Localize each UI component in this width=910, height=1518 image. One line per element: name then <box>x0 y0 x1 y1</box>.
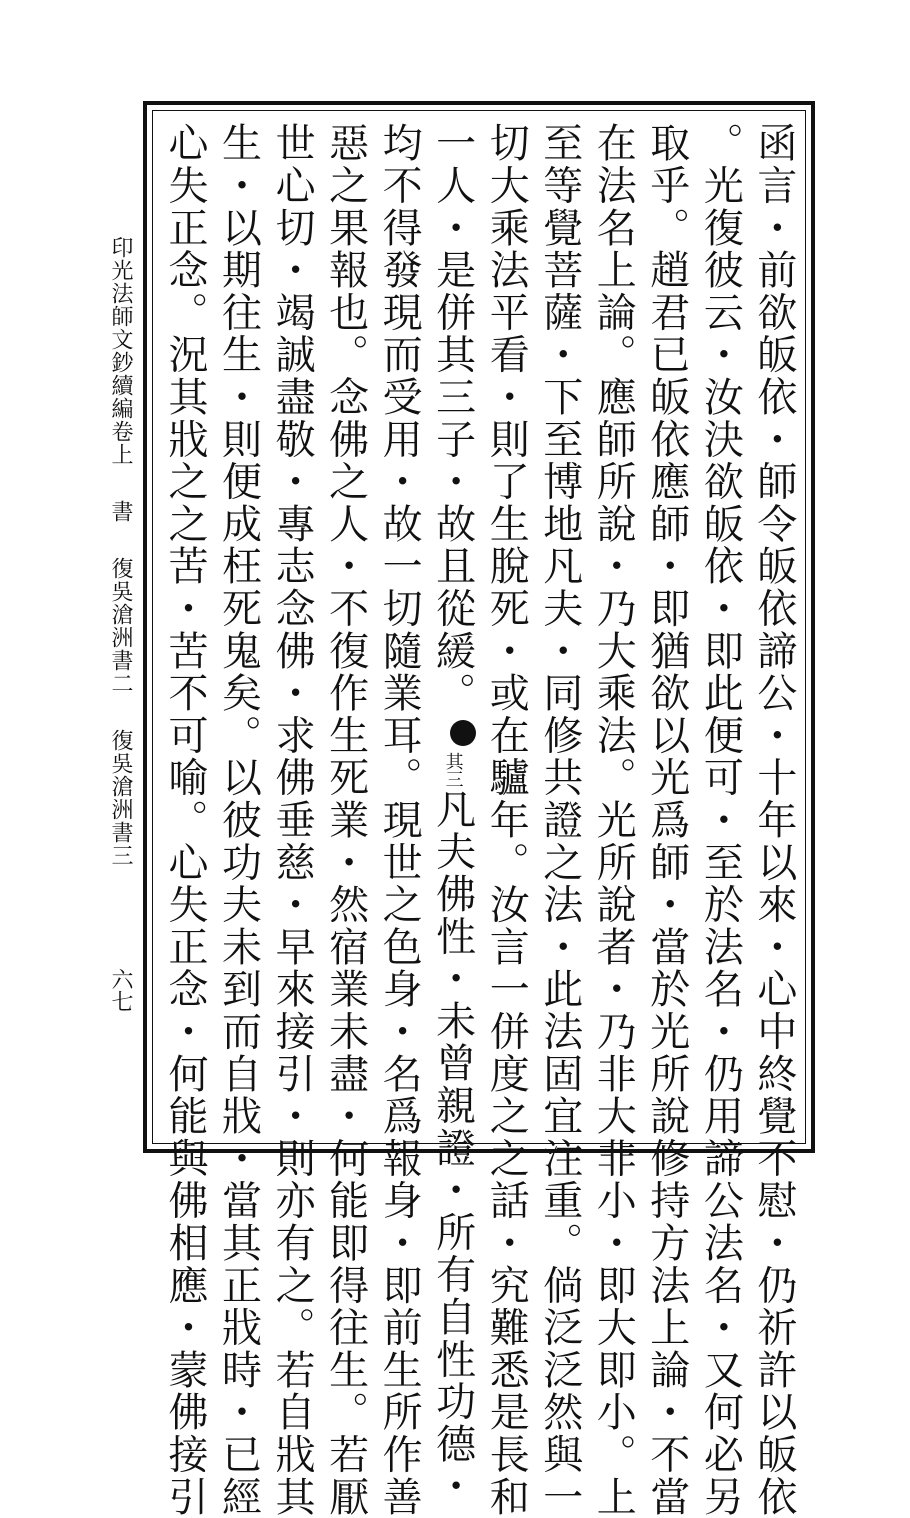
text-column-3: 取乎。趙君已皈依應師・即猶欲以光爲師・當於光所說修持方法上論・不當 <box>643 122 690 1518</box>
page-number: 六七 <box>108 968 133 1012</box>
letter-title-b: 復吳滄洲書三 <box>108 729 133 867</box>
text-column-12: 心失正念。況其戕之之苦・苦不可喻。心失正念・何能與佛相應・蒙佛接引 <box>162 122 208 1518</box>
main-text <box>160 122 798 1518</box>
text-column-8: 均不得發現而受用・故一切隨業耳。現世之色身・名爲報身・即前生所作善 <box>376 122 423 1518</box>
text-column-7 <box>428 122 477 1508</box>
book-title: 印光法師文鈔續編卷上 <box>108 236 133 466</box>
text-column-1: 函言・前欲皈依・師令皈依諦公・十年以來・心中終覺不慰・仍祈許以皈依 <box>750 122 797 1518</box>
text-column-9: 惡之果報也。念佛之人・不復作生死業・然宿業未盡・何能即得往生。若厭 <box>322 122 369 1518</box>
running-header <box>104 236 136 867</box>
text-column-6: 切大乘法平看・則了生脫死・或在驢年。汝言一併度之之話・究難悉是長和 <box>483 122 530 1518</box>
text-column-11: 生・以期往生・則便成枉死鬼矣。以彼功夫未到而自戕・當其正戕時・已經 <box>215 122 262 1518</box>
letter-number-note: 其三 <box>442 752 464 789</box>
text-column-4: 在法名上論。應師所說・乃大乘法。光所說者・乃非大非小・即大即小。上 <box>590 122 637 1518</box>
letter-title-a: 復吳滄洲書二 <box>108 557 133 695</box>
section-label: 書 <box>108 500 133 523</box>
text-column-2: 。光復彼云・汝決欲皈依・即此便可・至於法名・仍用諦公法名・又何必另 <box>697 122 744 1518</box>
column-7-after: 凡夫佛性・未曾親證・所有自性功德・ <box>429 788 476 1508</box>
section-marker-dot <box>450 720 476 746</box>
text-column-5: 至等覺菩薩・下至博地凡夫・同修共證之法・此法固宜注重。倘泛泛然與一 <box>536 122 583 1518</box>
text-column-10: 世心切・竭誠盡敬・專志念佛・求佛垂慈・早來接引・則亦有之。若自戕其 <box>269 122 316 1518</box>
column-7-before: 一人・是併其三子・故且從緩。 <box>429 122 476 715</box>
